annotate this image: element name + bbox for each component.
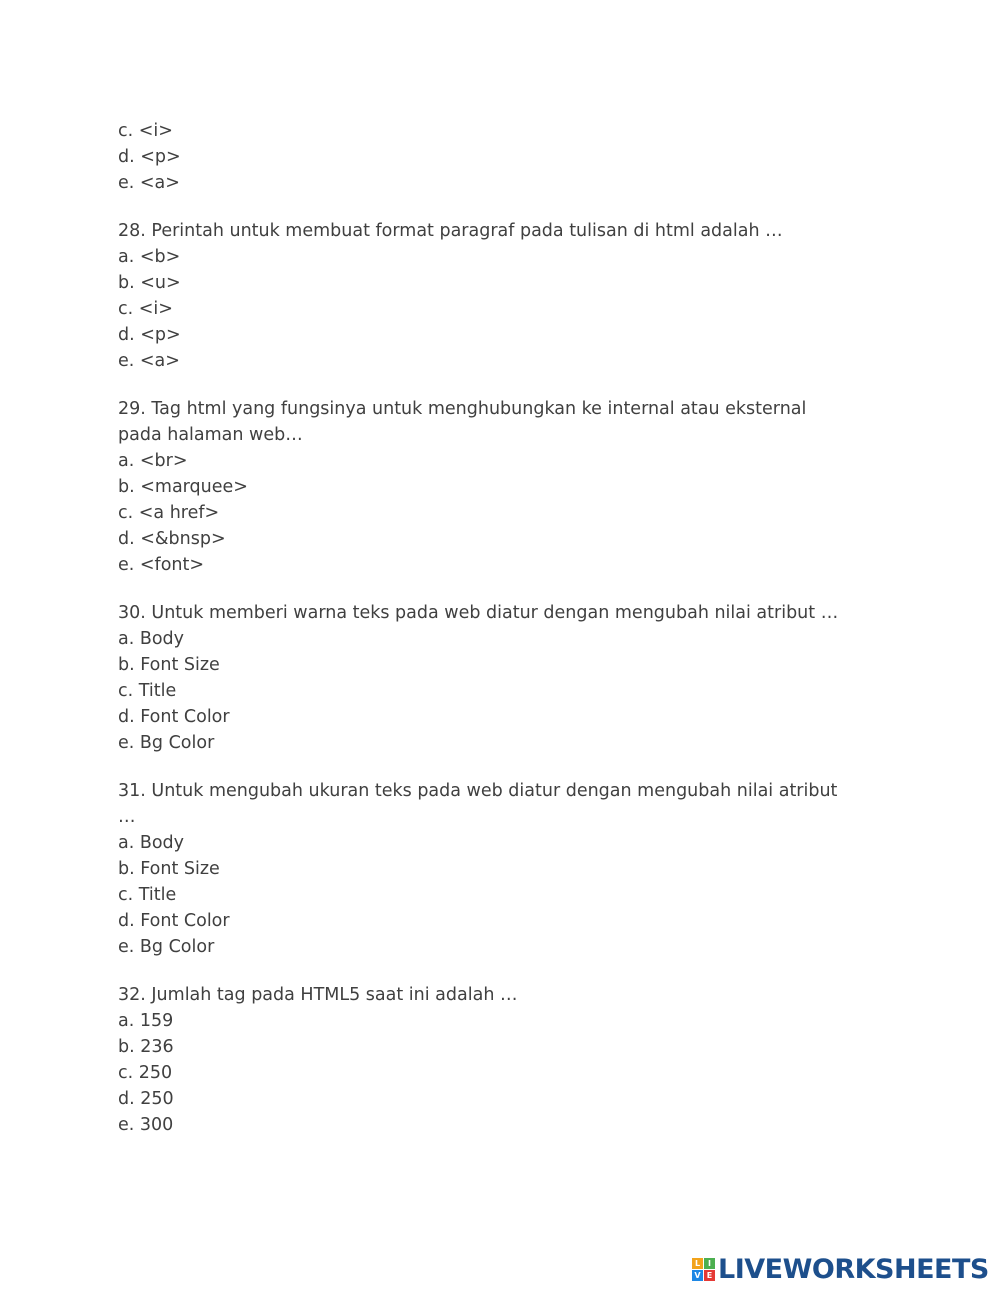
- logo-mark-letter: I: [704, 1258, 715, 1269]
- logo-mark-letter: V: [692, 1270, 703, 1281]
- option: b. Font Size: [118, 655, 220, 675]
- option: d. <p>: [118, 325, 181, 345]
- option: b. Font Size: [118, 859, 220, 879]
- option: d. Font Color: [118, 707, 230, 727]
- option: a. 159: [118, 1011, 174, 1031]
- liveworksheets-logo: [692, 1252, 989, 1286]
- continuation-options: [118, 118, 878, 196]
- option: a. <br>: [118, 451, 188, 471]
- logo-text: LIVEWORKSHEETS: [718, 1253, 989, 1285]
- option: c. <i>: [118, 299, 173, 319]
- option: c. Title: [118, 885, 177, 905]
- option: d. Font Color: [118, 911, 230, 931]
- option: a. Body: [118, 833, 185, 853]
- question-28: [118, 218, 878, 374]
- logo-mark-letter: L: [692, 1258, 703, 1269]
- option: b. 236: [118, 1037, 174, 1057]
- question-text: 29. Tag html yang fungsinya untuk menghubungkan ke internal atau eksternal pada halaman web…: [118, 399, 807, 445]
- question-31: [118, 778, 878, 960]
- option: e. <a>: [118, 351, 180, 371]
- question-29: [118, 396, 878, 578]
- question-text: 31. Untuk mengubah ukuran teks pada web diatur dengan mengubah nilai atribut …: [118, 781, 838, 827]
- option: e. <font>: [118, 555, 205, 575]
- option: e. Bg Color: [118, 937, 215, 957]
- option: a. <b>: [118, 247, 181, 267]
- logo-mark-letter: E: [704, 1270, 715, 1281]
- option: a. Body: [118, 629, 185, 649]
- option: c. <a href>: [118, 503, 220, 523]
- question-text: 32. Jumlah tag pada HTML5 saat ini adalah …: [118, 985, 518, 1005]
- question-text: 30. Untuk memberi warna teks pada web diatur dengan mengubah nilai atribut …: [118, 603, 839, 623]
- option: e. 300: [118, 1115, 174, 1135]
- option: c. <i>: [118, 121, 173, 141]
- option: b. <u>: [118, 273, 181, 293]
- question-30: [118, 600, 878, 756]
- option: d. 250: [118, 1089, 174, 1109]
- option: b. <marquee>: [118, 477, 248, 497]
- question-32: [118, 982, 878, 1138]
- worksheet-page: [118, 118, 878, 1160]
- option: c. Title: [118, 681, 177, 701]
- liveworksheets-logo-icon: [692, 1258, 715, 1281]
- option: e. Bg Color: [118, 733, 215, 753]
- option: e. <a>: [118, 173, 180, 193]
- option: c. 250: [118, 1063, 173, 1083]
- question-text: 28. Perintah untuk membuat format paragraf pada tulisan di html adalah …: [118, 221, 783, 241]
- option: d. <p>: [118, 147, 181, 167]
- option: d. <&bnsp>: [118, 529, 226, 549]
